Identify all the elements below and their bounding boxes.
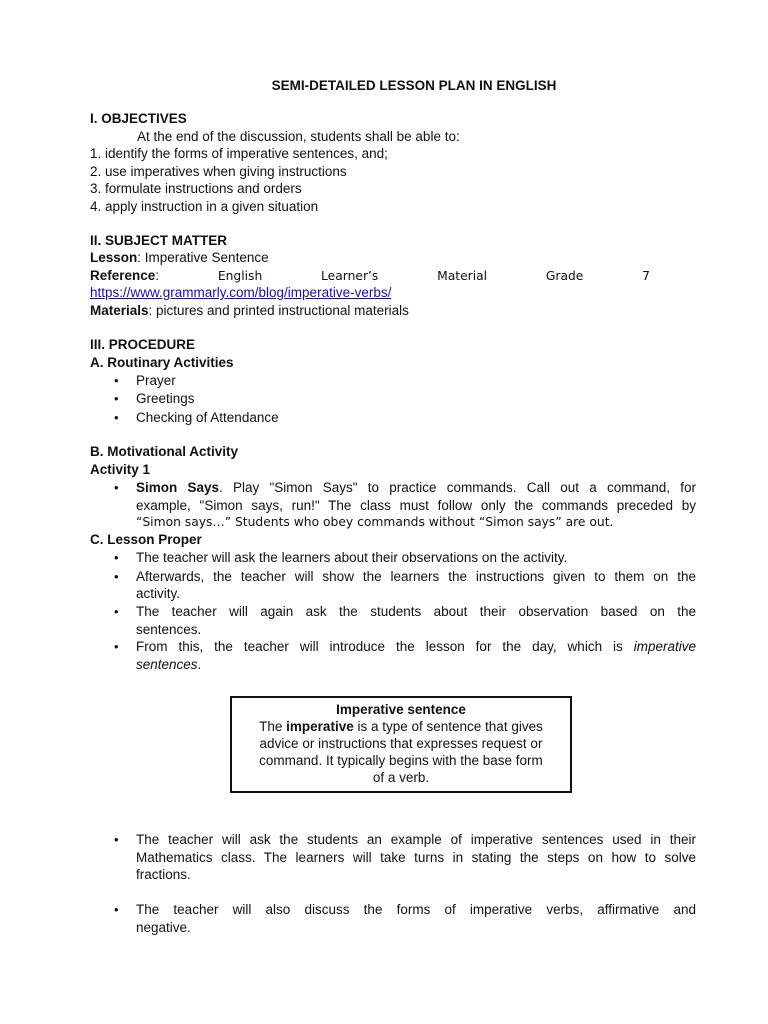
objective-item: 1. identify the forms of imperative sentences, and; — [90, 146, 388, 161]
bullet-icon: • — [114, 604, 119, 619]
reference-word: 7 — [642, 269, 650, 283]
lesson-value: : Imperative Sentence — [137, 250, 269, 265]
after-box-item-cont: Mathematics class. The learners will take turns in stating the steps on how to solve — [136, 850, 696, 865]
materials-line — [90, 302, 409, 320]
bullet-icon: • — [114, 373, 119, 388]
after-box-item: The teacher will ask the students an example of imperative sentences used in their — [136, 832, 696, 847]
bullet-icon: • — [114, 569, 119, 584]
reference-word: Grade — [545, 269, 584, 283]
reference-url-line — [90, 284, 391, 302]
routinary-item: Checking of Attendance — [136, 410, 279, 425]
reference-word: Learner’s — [321, 269, 379, 283]
item4-italic: imperative — [633, 639, 696, 654]
bullet-icon: • — [114, 480, 119, 495]
bullet-icon: • — [114, 391, 119, 406]
objective-item: 3. formulate instructions and orders — [90, 181, 302, 196]
definition-term: imperative — [286, 719, 354, 734]
motivational-heading: B. Motivational Activity — [90, 444, 239, 459]
materials-value: : pictures and printed instructional materials — [148, 303, 409, 318]
definition-title: Imperative sentence — [336, 702, 466, 717]
objectives-intro: At the end of the discussion, students shall be able to: — [137, 129, 460, 144]
bullet-icon: • — [114, 832, 119, 847]
after-box-item: The teacher will also discuss the forms of imperative verbs, affirmative and — [136, 902, 696, 917]
bullet-icon: • — [114, 550, 119, 565]
reference-label: Reference — [90, 268, 156, 283]
bullet-icon: • — [114, 639, 119, 654]
lesson-proper-item-cont: sentences. — [136, 622, 202, 637]
item4-end: . — [197, 657, 202, 672]
definition-line-1 — [232, 718, 570, 735]
routinary-item: Prayer — [136, 373, 176, 388]
lesson-proper-heading: C. Lesson Proper — [90, 532, 202, 547]
after-box-item-cont: negative. — [136, 920, 191, 935]
item4-plain: From this, the teacher will introduce the lesson for the day, which is — [136, 639, 634, 654]
simon-says-label: Simon Says — [136, 480, 220, 495]
lesson-proper-item: The teacher will again ask the students about their observation based on the — [136, 604, 696, 619]
document-title: SEMI-DETAILED LESSON PLAN IN ENGLISH — [271, 78, 557, 93]
objective-item: 4. apply instruction in a given situation — [90, 199, 319, 214]
reference-colon: : — [155, 268, 160, 283]
after-box-item-cont: fractions. — [136, 867, 191, 882]
reference-line — [90, 267, 650, 285]
definition-line-2: advice or instructions that expresses request or — [259, 736, 543, 751]
objectives-heading: I. OBJECTIVES — [90, 111, 187, 126]
lesson-proper-item: The teacher will ask the learners about their observations on the activity. — [136, 550, 568, 565]
simon-line-2: example, "Simon says, run!" The class must follow only the commands preceded by — [136, 498, 696, 513]
lesson-proper-item: Afterwards, the teacher will show the learners the instructions given to them on the — [136, 569, 696, 584]
lesson-proper-item — [136, 638, 696, 656]
simon-line-1 — [136, 479, 696, 497]
definition-line-3: command. It typically begins with the base form — [259, 753, 543, 768]
lesson-line — [90, 249, 269, 267]
item4-italic-2: sentences — [136, 657, 198, 672]
bullet-icon: • — [114, 410, 119, 425]
definition-post: is a type of sentence that gives — [353, 719, 543, 734]
lesson-label: Lesson — [90, 250, 138, 265]
definition-box — [230, 696, 572, 793]
objective-item: 2. use imperatives when giving instructions — [90, 164, 347, 179]
definition-line-4: of a verb. — [372, 770, 430, 785]
reference-link[interactable]: https://www.grammarly.com/blog/imperative-verbs/ — [90, 285, 392, 300]
materials-label: Materials — [90, 303, 149, 318]
definition-pre: The — [259, 719, 287, 734]
simon-line-3: “Simon says…” Students who obey commands without “Simon says” are out. — [136, 515, 614, 529]
simon-line-1-rest: . Play "Simon Says" to practice commands. Call out a command, for — [219, 480, 697, 495]
procedure-heading: III. PROCEDURE — [90, 337, 196, 352]
lesson-proper-item-cont — [136, 656, 696, 674]
bullet-icon: • — [114, 902, 119, 917]
reference-word: Material — [437, 269, 488, 283]
routinary-item: Greetings — [136, 391, 195, 406]
reference-word: English — [217, 269, 263, 283]
subject-matter-heading: II. SUBJECT MATTER — [90, 233, 228, 248]
activity-label: Activity 1 — [90, 462, 151, 477]
lesson-proper-item-cont: activity. — [136, 586, 181, 601]
routinary-heading: A. Routinary Activities — [90, 355, 234, 370]
